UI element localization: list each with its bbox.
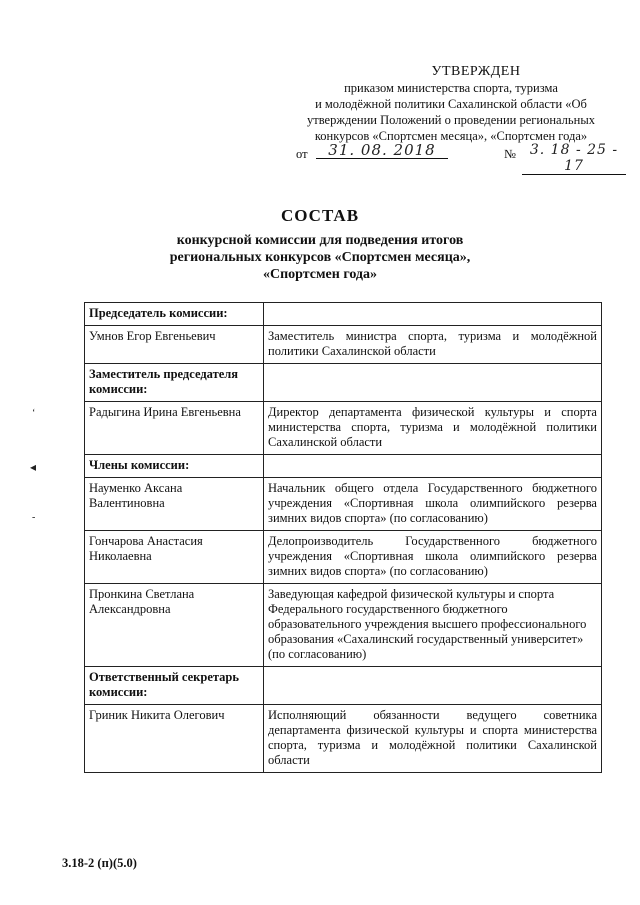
approval-line: приказом министерства спорта, туризма	[344, 81, 558, 95]
section-label: Ответственный секретарь комиссии:	[85, 667, 264, 705]
member-name: Радыгина Ирина Евгеньевна	[85, 402, 264, 455]
empty-cell	[264, 667, 602, 705]
empty-cell	[264, 303, 602, 326]
member-name: Гриник Никита Олегович	[85, 705, 264, 773]
document-subtitle	[0, 232, 640, 283]
empty-cell	[264, 455, 602, 478]
approval-line: утверждении Положений о проведении региональных	[307, 113, 595, 127]
member-position: Начальник общего отдела Государственного бюджетного учреждения «Спортивная школа олимпийского резерва зимних видов спорта» (по согласованию)	[264, 478, 602, 531]
section-label: Члены комиссии:	[85, 455, 264, 478]
member-name: Пронкина Светлана Александровна	[85, 584, 264, 667]
table-row	[85, 326, 602, 364]
date-label: от	[296, 147, 308, 161]
table-row	[85, 402, 602, 455]
approval-block	[286, 64, 619, 174]
table-row	[85, 531, 602, 584]
section-label: Председатель комиссии:	[85, 303, 264, 326]
table-row	[85, 705, 602, 773]
approval-signature-line	[296, 141, 619, 174]
member-name: Науменко Аксана Валентиновна	[85, 478, 264, 531]
member-position: Заведующая кафедрой физической культуры и спорта Федерального государственного бюджетного образовательного учреждения высшего профессионального образования «Сахалинский государственный университет» (по согласованию)	[264, 584, 602, 667]
table-row	[85, 478, 602, 531]
document-code: 3.18-2 (п)(5.0)	[62, 856, 137, 870]
member-name: Умнов Егор Евгеньевич	[85, 326, 264, 364]
scan-mark: ◂	[30, 460, 37, 474]
table-row	[85, 455, 602, 478]
number-label: №	[504, 147, 516, 161]
subtitle-line: «Спортсмен года»	[262, 267, 378, 282]
table-row	[85, 667, 602, 705]
document-title: СОСТАВ	[280, 206, 360, 225]
table-row	[85, 584, 602, 667]
handwritten-date: 31. 08. 2018	[316, 142, 448, 159]
table-row	[85, 303, 602, 326]
member-position: Заместитель министра спорта, туризма и молодёжной политики Сахалинской области	[264, 326, 602, 364]
empty-cell	[264, 364, 602, 402]
member-position: Директор департамента физической культуры и спорта министерства спорта, туризма и молодёжной политики Сахалинской области	[264, 402, 602, 455]
subtitle-line: региональных конкурсов «Спортсмен месяца»,	[169, 250, 471, 265]
handwritten-order-number: 3. 18 - 25 - 17	[522, 142, 626, 175]
member-position: Исполняющий обязанности ведущего советника департамента физической культуры и спорта министерства спорта, туризма и молодёжной политики Сахалинской области	[264, 705, 602, 773]
scan-mark: ʻ	[32, 408, 36, 419]
table-row	[85, 364, 602, 402]
section-label: Заместитель председателя комиссии:	[85, 364, 264, 402]
approval-heading: УТВЕРЖДЕН	[431, 64, 521, 79]
approval-line: и молодёжной политики Сахалинской области «Об	[315, 97, 587, 111]
scan-mark: ‐	[32, 512, 36, 523]
member-position: Делопроизводитель Государственного бюджетного учреждения «Спортивная школа олимпийского резерва зимних видов спорта» (по согласованию)	[264, 531, 602, 584]
member-name: Гончарова Анастасия Николаевна	[85, 531, 264, 584]
subtitle-line: конкурсной комиссии для подведения итогов	[176, 233, 464, 248]
approval-line: конкурсов «Спортсмен месяца», «Спортсмен года»	[314, 129, 588, 143]
commission-table	[84, 302, 602, 773]
